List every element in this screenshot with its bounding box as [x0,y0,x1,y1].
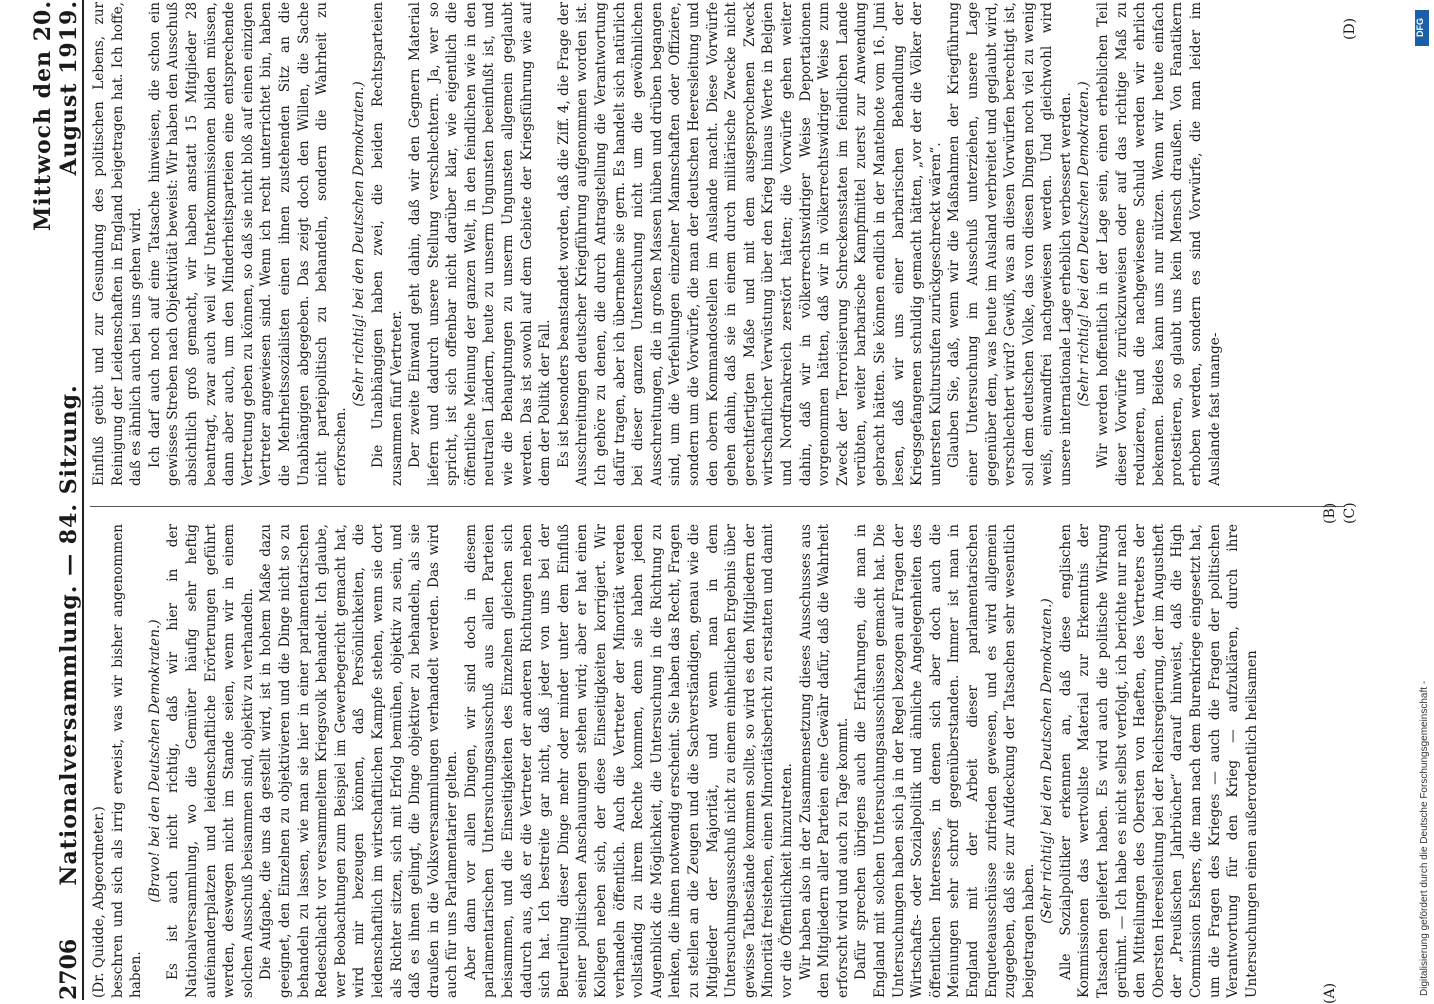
paragraph: Einfluß geübt und zur Gesundung des politischen Lebens, zur Reinigung der Leidenschaften in England beigetragen hat. Ich hoffe, daß es ähnlich auch bei uns gehen wird. [91,2,145,486]
dfg-sidebar [1412,6,1430,996]
column-divider [90,506,1345,507]
paragraph: Glauben Sie, daß, wenn wir die Maßnahmen der Kriegführung einer Untersuchung im Ausschuß unterziehen, unsere Lage gegenüber dem, was heute im Ausland verbreitet und geglaubt wird, verschlechtert wird? Gewiß, was an diesen Vorwürfen berechtigt ist, soll dem deutschen Volke, das von diesen Dingen noch viel zu wenig weiß, einwandfrei nachgewiesen werden. Und gleichwohl wird unsere internationale Lage erheblich verbessert werden. [946,2,1074,486]
reaction: (Sehr richtig! bei den Deutschen Demokraten.) [1076,81,1093,407]
paragraph: Ich darf auch noch auf eine Tatsache hinweisen, die schon ein gewisses Streben nach Objektivität beweist: Wir haben den Ausschuß absichtlich groß gemacht, wir haben anstatt 15 Mitglieder 28 beantragt, zwar auch weil wir Unterkommissionen bilden müssen, dann aber auch, um den Minderheitsparteien eine entsprechende Vertretung geben zu können, so daß sie nicht bloß auf einen einzigen Vertreter angewiesen sind. Wenn ich recht unterrichtet bin, haben die Mehrheitssozialisten einen ihnen zustehenden Sitz an die Unabhängigen abgegeben. Das zeigt doch den Willen, die Sache nicht parteipolitisch zu behandeln, sondern die Wahrheit zu erforschen. [146,2,349,486]
paragraph: Aber dann vor allen Dingen, wir sind doch in diesem parlamentarischen Untersuchungsausschuß aus allen Parteien beisammen, und die Einseitigkeiten des Einzelnen gleichen sich dadurch aus, daß er die Vertreter der anderen Richtungen neben sich hat. Ich bestreite gar nicht, daß jeder von uns bei der Beurteilung dieser Dinge mehr oder minder unter dem Einfluß seiner politischen Anschauungen stehen wird; aber er hat einen Kollegen neben sich, der diese Einseitigkeiten korrigiert. Wir verhandeln öffentlich. Auch die Vertreter der Minorität werden vollständig zu ihrem Rechte kommen, denn sie haben jeden Augenblick die Möglichkeit, die Untersuchung in die Richtung zu lenken, die ihnen notwendig erscheint. Sie haben das Recht, Fragen zu stellen an die Zeugen und die Sachverständigen, genau wie die Mitglieder der Majorität, und wenn man in dem Untersuchungsausschuß nicht zu einem einheitlichen Ergebnis über gewisse Tatbestände kommen sollte, so wird es den Mitgliedern der Minorität freistehen, einen Minoritätsbericht zu erstatten und damit vor die Öffentlichkeit hinzutreten. [462,524,795,998]
dfg-credit-text: Digitalisierung gefördert durch die Deutsche Forschungsgemeinschaft - [1419,680,1430,996]
page-header [30,0,84,1000]
paragraph: Alle Sozialpolitiker erkennen an, daß diese englischen Kommissionen das wertvollste Material zur Erkenntnis der Tatsachen geliefert haben. Es wird auch die politische Wirkung gerühmt. — Ich habe es nicht selbst verfolgt, ich berichte nur nach den Mitteilungen des Obersten von Haeften, des Vertreters der Obersten Heeresleitung bei der Reichsregierung, der im Augustheft der „Preußischen Jahrbücher“ darauf hinweist, daß die High Commission Eshers, die man nach dem Burenkriege eingesetzt hat, um die Fragen des Krieges — auch die Fragen der politischen Verantwortung für den Krieg — aufzuklären, durch ihre Untersuchungen einen außerordentlich heilsamen [1057,524,1260,998]
reaction: (Sehr richtig! bei den Deutschen Demokraten.) [1039,598,1056,924]
paragraph: beschren und sich als irrig erweist, was wir bisher angenommen haben. [109,524,145,998]
page-number: 2706 [56,938,82,1000]
margin-marker-c: (C) [1342,502,1358,524]
paragraph: Wir werden hoffentlich in der Lage sein, einen erheblichen Teil dieser Vorwürfe zurückzuweisen oder auf das richtige Maß zu reduzieren, und die nachgewiesene Schuld werden wir ehrlich bekennen. Beides kann uns nur nützen. Wenn wir heute einfach protestieren, so glaubt uns kein Mensch draußen. Von Fanatikern erhoben werden, sondern es sind Vorwürfe, die man leider im Auslande fast unange- [1095,2,1223,486]
page-title: Nationalversammlung. — 84. Sitzung. [56,384,82,886]
speaker-label: (Dr. Quidde, Abgeordneter.) [91,806,107,998]
rotated-page [30,0,1360,1004]
paragraph: Dafür sprechen übrigens auch die Erfahrungen, die man in England mit solchen Untersuchungsausschüssen gemacht hat. Die Untersuchungen haben sich ja in der Regel bezogen auf Fragen der Wirtschafts- oder Sozialpolitik und ähnliche Angelegenheiten des öffentlichen Interesses, in denen sich aber doch auch die Meinungen sehr schroff gegenüberstanden. Immer ist man in England mit der Arbeit dieser parlamentarischen Enqueteausschüsse zufrieden gewesen, und es wird allgemein zugegeben, daß sie zur Aufdeckung der Tatsachen sehr wesentlich beigetragen haben. [853,524,1037,998]
newspaper-page [30,0,1360,1004]
paragraph: Wir haben also in der Zusammensetzung dieses Ausschusses aus den Mitgliedern aller Parteien eine Gewähr dafür, daß die Wahrheit erforscht wird und auch zu Tage kommt. [797,524,851,998]
page-date: Mittwoch den 20. August 1919. [30,0,82,232]
margin-marker-d: (D) [1342,17,1358,40]
paragraph: Der zweite Einwand geht dahin, daß wir den Gegnern Material liefern und dadurch unsere Stellung verschlechtern. Ja, wer so spricht, ist sich offenbar nicht darüber klar, wie eigentlich die öffentliche Meinung der ganzen Welt, in den feindlichen wie in den neutralen Ländern, heute zu unserm Ungunsten beeinflußt ist, und wie die Behauptungen zu unserm Ungunsten allgemein geglaubt werden. Das ist sowohl auf dem Gebiete der Kriegsführung wie auf dem der Politik der Fall. [407,2,554,486]
reaction: (Sehr richtig! bei den Deutschen Demokraten.) [351,81,368,407]
right-column [90,2,1345,486]
paragraph: Es ist auch nicht richtig, daß wir hier in der Nationalversammlung, wo die Gemüter häufig sehr heftig aufeinanderplatzen und leidenschaftliche Erörterungen geführt werden, deswegen nicht im Stande seien, wenn wir in einem solchen Ausschuß beisammen sind, objektiv zu verhandeln. [165,524,256,998]
paragraph: Es ist besonders beanstandet worden, daß die Ziff. 4, die Frage der Ausschreitungen deutscher Kriegführung aufgenommen worden ist. Ich gehöre zu denen, die durch Antragstellung die Verantwortung dafür tragen, aber ich übernehme sie gern. Es handelt sich natürlich bei dieser ganzen Untersuchung nicht um die gewöhnlichen Ausschreitungen, die in großen Massen hüben und drüben begangen sind, um die Verfehlungen einzelner Mannschaften oder Offiziere, sondern um die Vorwürfe, die man der deutschen Heeresleitung und den obern Kommandostellen im Auslande macht. Diese Vorwürfe gehen dahin, daß sie in einem durch militärische Zwecke nicht gerechtfertigten Maße und mit dem ausgesprochenen Zweck wirtschaftlicher Verwüstung über den Krieg hinaus Werte in Belgien und Nordfrankreich zerstört hätten; die Vorwürfe gehen weiter dahin, daß wir in völkerrechtswidriger Weise Deportationen vorgenommen hätten, daß wir in völkerrechtswidriger Weise zum Zweck der Terrorisierung Schreckensstaten im feindlichen Lande verübten, weiter barbarische Kampfmittel zuerst zur Anwendung gebracht hätten. Sie können endlich in der Mantelnote vom 16. Juni lesen, daß wir uns einer barbarischen Behandlung der Kriegsgefangenen schuldig gemacht hätten, „vor der die Völker der untersten Kulturstufen zurückgeschreckt wären“. [555,2,944,486]
dfg-logo: DFG [1415,10,1429,46]
paragraph: Die Aufgabe, die uns da gestellt wird, ist in hohem Maße dazu geeignet, den Einzelnen zu objektivieren und die Dinge nicht so zu behandeln zu lassen, wie man sie hier in einer parlamentarischen Redeschlacht vor versammeltem Kriegsvolk behandelt. Ich glaube, wer Beobachtungen zum Beispiel im Gewerbegericht gemacht hat, wird mir bezeugen können, daß Persönlichkeiten, die leidenschaftlich im wirtschaftlichen Kampfe stehen, wenn sie dort als Richter sitzen, sich mit Erfolg bemühen, objektiv zu sein, und daß es ihnen gelingt, die Dinge objektiver zu behandeln, als sie draußen in die Volksversammlungen verhandelt werden. Das wird auch für uns Parlamentarier gelten. [258,524,461,998]
margin-marker-b: (B) [1322,502,1338,524]
margin-marker-a: (A) [1322,982,1338,1004]
paragraph: Die Unabhängigen haben zwei, die beiden Rechtsparteien zusammen fünf Vertreter. [369,2,405,486]
left-column [90,524,1345,998]
reaction: (Bravo! bei den Deutschen Demokraten.) [146,619,163,903]
